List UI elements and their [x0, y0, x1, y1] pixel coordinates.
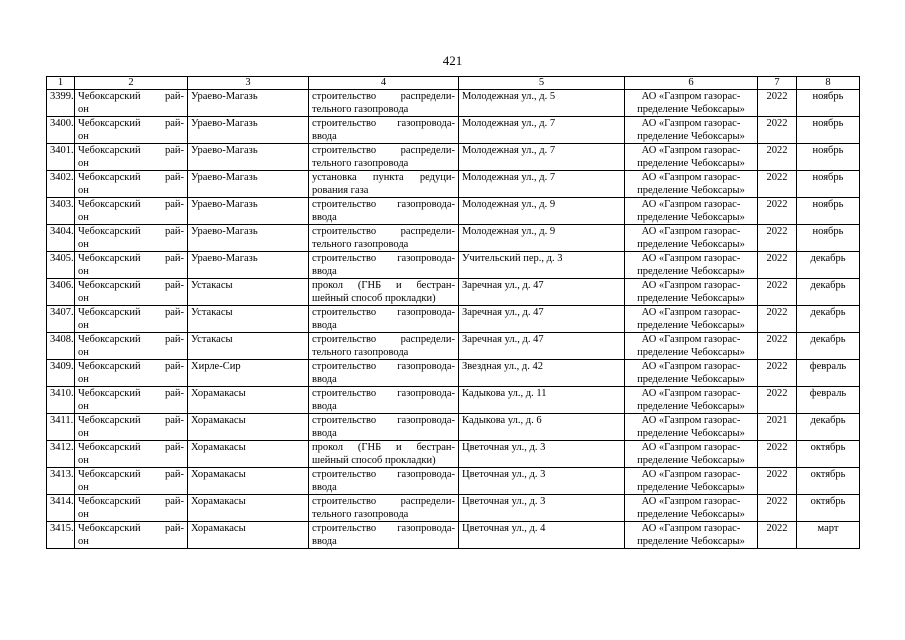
table-row: [47, 198, 860, 225]
district-text: Чебоксарский: [78, 253, 141, 264]
district-text: он: [78, 293, 89, 304]
district-cell: [75, 522, 188, 549]
district-cell: [75, 117, 188, 144]
year-cell: 2022: [758, 468, 797, 495]
table-row: [47, 495, 860, 522]
work-type-cell: [309, 360, 459, 387]
organization-line: пределение Чебоксары»: [637, 104, 745, 115]
work-type-cell: [309, 279, 459, 306]
district-text: он: [78, 455, 89, 466]
organization-cell: [625, 225, 758, 252]
organization-line: АО «Газпром газорас-: [641, 145, 741, 156]
year-cell: 2022: [758, 495, 797, 522]
month-cell: февраль: [797, 387, 860, 414]
work-type-line: тельного газопровода: [312, 239, 409, 250]
organization-line: АО «Газпром газорас-: [641, 469, 741, 480]
year-cell: 2022: [758, 90, 797, 117]
column-number-row: [47, 77, 860, 90]
works-table: [46, 76, 860, 549]
organization-cell: [625, 468, 758, 495]
organization-line: пределение Чебоксары»: [637, 320, 745, 331]
table-row: [47, 468, 860, 495]
district-text: Чебоксарский: [78, 172, 141, 183]
organization-line: пределение Чебоксары»: [637, 239, 745, 250]
year-cell: 2022: [758, 198, 797, 225]
work-type-line: шейный способ прокладки): [312, 455, 436, 466]
month-cell: октябрь: [797, 441, 860, 468]
district-text: Чебоксарский: [78, 334, 141, 345]
organization-line: пределение Чебоксары»: [637, 455, 745, 466]
organization-cell: [625, 279, 758, 306]
address-cell: Цветочная ул., д. 4: [459, 522, 625, 549]
work-type-line: ввода: [312, 320, 337, 331]
district-text: Чебоксарский: [78, 145, 141, 156]
settlement-cell: Устакасы: [188, 306, 309, 333]
district-text: Чебоксарский: [78, 226, 141, 237]
settlement-cell: Хорамакасы: [188, 441, 309, 468]
district-cell: [75, 387, 188, 414]
table-row: [47, 117, 860, 144]
organization-line: пределение Чебоксары»: [637, 266, 745, 277]
work-type-line: строительство газопровода-: [312, 361, 455, 372]
work-type-line: ввода: [312, 401, 337, 412]
row-number: 3406.: [47, 279, 75, 306]
district-text: он: [78, 239, 89, 250]
settlement-cell: Хорамакасы: [188, 522, 309, 549]
organization-line: АО «Газпром газорас-: [641, 361, 741, 372]
district-text: Чебоксарский: [78, 91, 141, 102]
month-cell: декабрь: [797, 306, 860, 333]
work-type-line: строительство газопровода-: [312, 253, 455, 264]
address-cell: Заречная ул., д. 47: [459, 333, 625, 360]
district-text: он: [78, 320, 89, 331]
district-text: рай-: [164, 361, 184, 372]
table-row: [47, 279, 860, 306]
district-text: он: [78, 185, 89, 196]
district-text: он: [78, 428, 89, 439]
organization-line: АО «Газпром газорас-: [641, 523, 741, 534]
organization-line: АО «Газпром газорас-: [641, 280, 741, 291]
row-number: 3413.: [47, 468, 75, 495]
district-text: рай-: [164, 199, 184, 210]
row-number: 3401.: [47, 144, 75, 171]
table-row: [47, 441, 860, 468]
district-cell: [75, 441, 188, 468]
table-row: [47, 414, 860, 441]
district-text: он: [78, 212, 89, 223]
work-type-line: строительство газопровода-: [312, 199, 455, 210]
year-cell: 2022: [758, 441, 797, 468]
address-cell: Кадыкова ул., д. 11: [459, 387, 625, 414]
settlement-cell: Ураево-Магазь: [188, 198, 309, 225]
row-number: 3411.: [47, 414, 75, 441]
year-cell: 2022: [758, 333, 797, 360]
settlement-cell: Ураево-Магазь: [188, 225, 309, 252]
district-text: рай-: [164, 253, 184, 264]
organization-line: пределение Чебоксары»: [637, 293, 745, 304]
organization-line: пределение Чебоксары»: [637, 131, 745, 142]
row-number: 3408.: [47, 333, 75, 360]
year-cell: 2022: [758, 387, 797, 414]
year-cell: 2022: [758, 225, 797, 252]
month-cell: декабрь: [797, 252, 860, 279]
settlement-cell: Ураево-Магазь: [188, 144, 309, 171]
address-cell: Заречная ул., д. 47: [459, 279, 625, 306]
work-type-line: ввода: [312, 536, 337, 547]
district-text: рай-: [164, 442, 184, 453]
year-cell: 2022: [758, 252, 797, 279]
district-cell: [75, 171, 188, 198]
work-type-line: строительство распредели-: [312, 91, 455, 102]
district-cell: [75, 333, 188, 360]
settlement-cell: Хорамакасы: [188, 495, 309, 522]
organization-line: пределение Чебоксары»: [637, 428, 745, 439]
district-text: рай-: [164, 388, 184, 399]
settlement-cell: Ураево-Магазь: [188, 90, 309, 117]
work-type-cell: [309, 171, 459, 198]
address-cell: Молодежная ул., д. 7: [459, 171, 625, 198]
row-number: 3414.: [47, 495, 75, 522]
year-cell: 2022: [758, 360, 797, 387]
settlement-cell: Хорамакасы: [188, 468, 309, 495]
organization-line: АО «Газпром газорас-: [641, 415, 741, 426]
work-type-cell: [309, 414, 459, 441]
district-cell: [75, 360, 188, 387]
work-type-line: ввода: [312, 482, 337, 493]
address-cell: Молодежная ул., д. 9: [459, 198, 625, 225]
row-number: 3409.: [47, 360, 75, 387]
organization-line: пределение Чебоксары»: [637, 401, 745, 412]
organization-line: АО «Газпром газорас-: [641, 388, 741, 399]
work-type-line: строительство распредели-: [312, 496, 455, 507]
month-cell: октябрь: [797, 468, 860, 495]
work-type-cell: [309, 468, 459, 495]
organization-line: АО «Газпром газорас-: [641, 496, 741, 507]
row-number: 3404.: [47, 225, 75, 252]
column-number: 8: [797, 77, 860, 90]
work-type-line: строительство газопровода-: [312, 307, 455, 318]
work-type-line: тельного газопровода: [312, 104, 409, 115]
work-type-line: шейный способ прокладки): [312, 293, 436, 304]
table-row: [47, 252, 860, 279]
district-text: рай-: [164, 172, 184, 183]
address-cell: Молодежная ул., д. 7: [459, 144, 625, 171]
year-cell: 2022: [758, 171, 797, 198]
year-cell: 2022: [758, 522, 797, 549]
district-text: рай-: [164, 469, 184, 480]
work-type-line: строительство распредели-: [312, 145, 455, 156]
work-type-line: ввода: [312, 374, 337, 385]
year-cell: 2021: [758, 414, 797, 441]
organization-line: АО «Газпром газорас-: [641, 307, 741, 318]
district-cell: [75, 468, 188, 495]
month-cell: февраль: [797, 360, 860, 387]
district-text: Чебоксарский: [78, 199, 141, 210]
district-cell: [75, 306, 188, 333]
row-number: 3412.: [47, 441, 75, 468]
organization-line: АО «Газпром газорас-: [641, 442, 741, 453]
district-text: рай-: [164, 334, 184, 345]
address-cell: Молодежная ул., д. 9: [459, 225, 625, 252]
district-text: рай-: [164, 118, 184, 129]
organization-cell: [625, 90, 758, 117]
work-type-cell: [309, 117, 459, 144]
district-text: Чебоксарский: [78, 307, 141, 318]
work-type-line: ввода: [312, 428, 337, 439]
district-text: рай-: [164, 415, 184, 426]
work-type-line: ввода: [312, 266, 337, 277]
address-cell: Цветочная ул., д. 3: [459, 441, 625, 468]
row-number: 3407.: [47, 306, 75, 333]
month-cell: ноябрь: [797, 90, 860, 117]
organization-cell: [625, 198, 758, 225]
district-text: он: [78, 347, 89, 358]
table-row: [47, 225, 860, 252]
district-text: он: [78, 266, 89, 277]
district-text: рай-: [164, 496, 184, 507]
column-number: 5: [459, 77, 625, 90]
organization-line: АО «Газпром газорас-: [641, 226, 741, 237]
organization-cell: [625, 360, 758, 387]
district-text: он: [78, 104, 89, 115]
table-row: [47, 171, 860, 198]
district-text: он: [78, 158, 89, 169]
work-type-line: строительство газопровода-: [312, 469, 455, 480]
row-number: 3403.: [47, 198, 75, 225]
row-number: 3415.: [47, 522, 75, 549]
month-cell: ноябрь: [797, 117, 860, 144]
organization-line: пределение Чебоксары»: [637, 374, 745, 385]
address-cell: Учительский пер., д. 3: [459, 252, 625, 279]
address-cell: Молодежная ул., д. 7: [459, 117, 625, 144]
work-type-cell: [309, 225, 459, 252]
organization-cell: [625, 522, 758, 549]
organization-line: пределение Чебоксары»: [637, 509, 745, 520]
row-number: 3410.: [47, 387, 75, 414]
work-type-line: тельного газопровода: [312, 509, 409, 520]
work-type-line: ввода: [312, 131, 337, 142]
district-text: Чебоксарский: [78, 523, 141, 534]
district-text: он: [78, 509, 89, 520]
work-type-line: ввода: [312, 212, 337, 223]
organization-line: пределение Чебоксары»: [637, 158, 745, 169]
district-text: Чебоксарский: [78, 280, 141, 291]
settlement-cell: Хирле-Сир: [188, 360, 309, 387]
address-cell: Заречная ул., д. 47: [459, 306, 625, 333]
organization-cell: [625, 414, 758, 441]
district-text: Чебоксарский: [78, 415, 141, 426]
table-row: [47, 144, 860, 171]
district-text: рай-: [164, 145, 184, 156]
district-text: рай-: [164, 91, 184, 102]
district-cell: [75, 414, 188, 441]
table-row: [47, 522, 860, 549]
work-type-line: строительство газопровода-: [312, 388, 455, 399]
district-text: Чебоксарский: [78, 469, 141, 480]
address-cell: Молодежная ул., д. 5: [459, 90, 625, 117]
column-number: 3: [188, 77, 309, 90]
district-cell: [75, 90, 188, 117]
organization-line: АО «Газпром газорас-: [641, 199, 741, 210]
page-number: 421: [442, 53, 463, 68]
organization-line: АО «Газпром газорас-: [641, 253, 741, 264]
work-type-cell: [309, 306, 459, 333]
month-cell: ноябрь: [797, 171, 860, 198]
month-cell: ноябрь: [797, 198, 860, 225]
organization-line: АО «Газпром газорас-: [641, 172, 741, 183]
district-text: рай-: [164, 280, 184, 291]
month-cell: декабрь: [797, 414, 860, 441]
column-number: 1: [47, 77, 75, 90]
address-cell: Кадыкова ул., д. 6: [459, 414, 625, 441]
organization-cell: [625, 441, 758, 468]
settlement-cell: Устакасы: [188, 333, 309, 360]
work-type-line: прокол (ГНБ и бестран-: [312, 280, 455, 291]
district-text: Чебоксарский: [78, 442, 141, 453]
work-type-cell: [309, 522, 459, 549]
work-type-cell: [309, 495, 459, 522]
month-cell: октябрь: [797, 495, 860, 522]
work-type-cell: [309, 387, 459, 414]
work-type-line: рования газа: [312, 185, 369, 196]
organization-line: АО «Газпром газорас-: [641, 334, 741, 345]
settlement-cell: Ураево-Магазь: [188, 252, 309, 279]
organization-cell: [625, 495, 758, 522]
organization-cell: [625, 171, 758, 198]
organization-line: АО «Газпром газорас-: [641, 118, 741, 129]
settlement-cell: Ураево-Магазь: [188, 171, 309, 198]
settlement-cell: Ураево-Магазь: [188, 117, 309, 144]
district-text: Чебоксарский: [78, 118, 141, 129]
organization-line: АО «Газпром газорас-: [641, 91, 741, 102]
year-cell: 2022: [758, 117, 797, 144]
work-type-line: тельного газопровода: [312, 158, 409, 169]
work-type-line: строительство газопровода-: [312, 118, 455, 129]
work-type-line: строительство распредели-: [312, 334, 455, 345]
column-number: 6: [625, 77, 758, 90]
district-cell: [75, 225, 188, 252]
year-cell: 2022: [758, 279, 797, 306]
row-number: 3402.: [47, 171, 75, 198]
column-number: 4: [309, 77, 459, 90]
month-cell: ноябрь: [797, 225, 860, 252]
district-text: он: [78, 401, 89, 412]
month-cell: март: [797, 522, 860, 549]
work-type-line: строительство газопровода-: [312, 523, 455, 534]
work-type-line: установка пункта редуци-: [312, 172, 455, 183]
year-cell: 2022: [758, 144, 797, 171]
district-cell: [75, 495, 188, 522]
district-cell: [75, 198, 188, 225]
month-cell: декабрь: [797, 279, 860, 306]
work-type-line: строительство распредели-: [312, 226, 455, 237]
district-text: рай-: [164, 307, 184, 318]
organization-cell: [625, 333, 758, 360]
organization-line: пределение Чебоксары»: [637, 536, 745, 547]
organization-line: пределение Чебоксары»: [637, 212, 745, 223]
table-row: [47, 333, 860, 360]
district-text: Чебоксарский: [78, 388, 141, 399]
address-cell: Цветочная ул., д. 3: [459, 495, 625, 522]
table-row: [47, 306, 860, 333]
organization-cell: [625, 144, 758, 171]
organization-line: пределение Чебоксары»: [637, 347, 745, 358]
settlement-cell: Хорамакасы: [188, 387, 309, 414]
organization-line: пределение Чебоксары»: [637, 185, 745, 196]
settlement-cell: Хорамакасы: [188, 414, 309, 441]
year-cell: 2022: [758, 306, 797, 333]
column-number: 7: [758, 77, 797, 90]
district-text: рай-: [164, 523, 184, 534]
district-cell: [75, 279, 188, 306]
table-row: [47, 387, 860, 414]
district-text: рай-: [164, 226, 184, 237]
row-number: 3400.: [47, 117, 75, 144]
district-text: он: [78, 536, 89, 547]
work-type-line: тельного газопровода: [312, 347, 409, 358]
work-type-line: прокол (ГНБ и бестран-: [312, 442, 455, 453]
district-text: он: [78, 482, 89, 493]
table-row: [47, 90, 860, 117]
row-number: 3405.: [47, 252, 75, 279]
work-type-cell: [309, 144, 459, 171]
month-cell: ноябрь: [797, 144, 860, 171]
organization-cell: [625, 117, 758, 144]
month-cell: декабрь: [797, 333, 860, 360]
organization-cell: [625, 387, 758, 414]
work-type-cell: [309, 252, 459, 279]
district-text: он: [78, 131, 89, 142]
work-type-cell: [309, 90, 459, 117]
row-number: 3399.: [47, 90, 75, 117]
table-row: [47, 360, 860, 387]
work-type-cell: [309, 198, 459, 225]
work-type-cell: [309, 333, 459, 360]
district-text: Чебоксарский: [78, 361, 141, 372]
district-text: Чебоксарский: [78, 496, 141, 507]
district-cell: [75, 252, 188, 279]
organization-cell: [625, 252, 758, 279]
column-number: 2: [75, 77, 188, 90]
district-text: он: [78, 374, 89, 385]
organization-line: пределение Чебоксары»: [637, 482, 745, 493]
work-type-cell: [309, 441, 459, 468]
organization-cell: [625, 306, 758, 333]
district-cell: [75, 144, 188, 171]
settlement-cell: Устакасы: [188, 279, 309, 306]
address-cell: Звездная ул., д. 42: [459, 360, 625, 387]
work-type-line: строительство газопровода-: [312, 415, 455, 426]
address-cell: Цветочная ул., д. 3: [459, 468, 625, 495]
